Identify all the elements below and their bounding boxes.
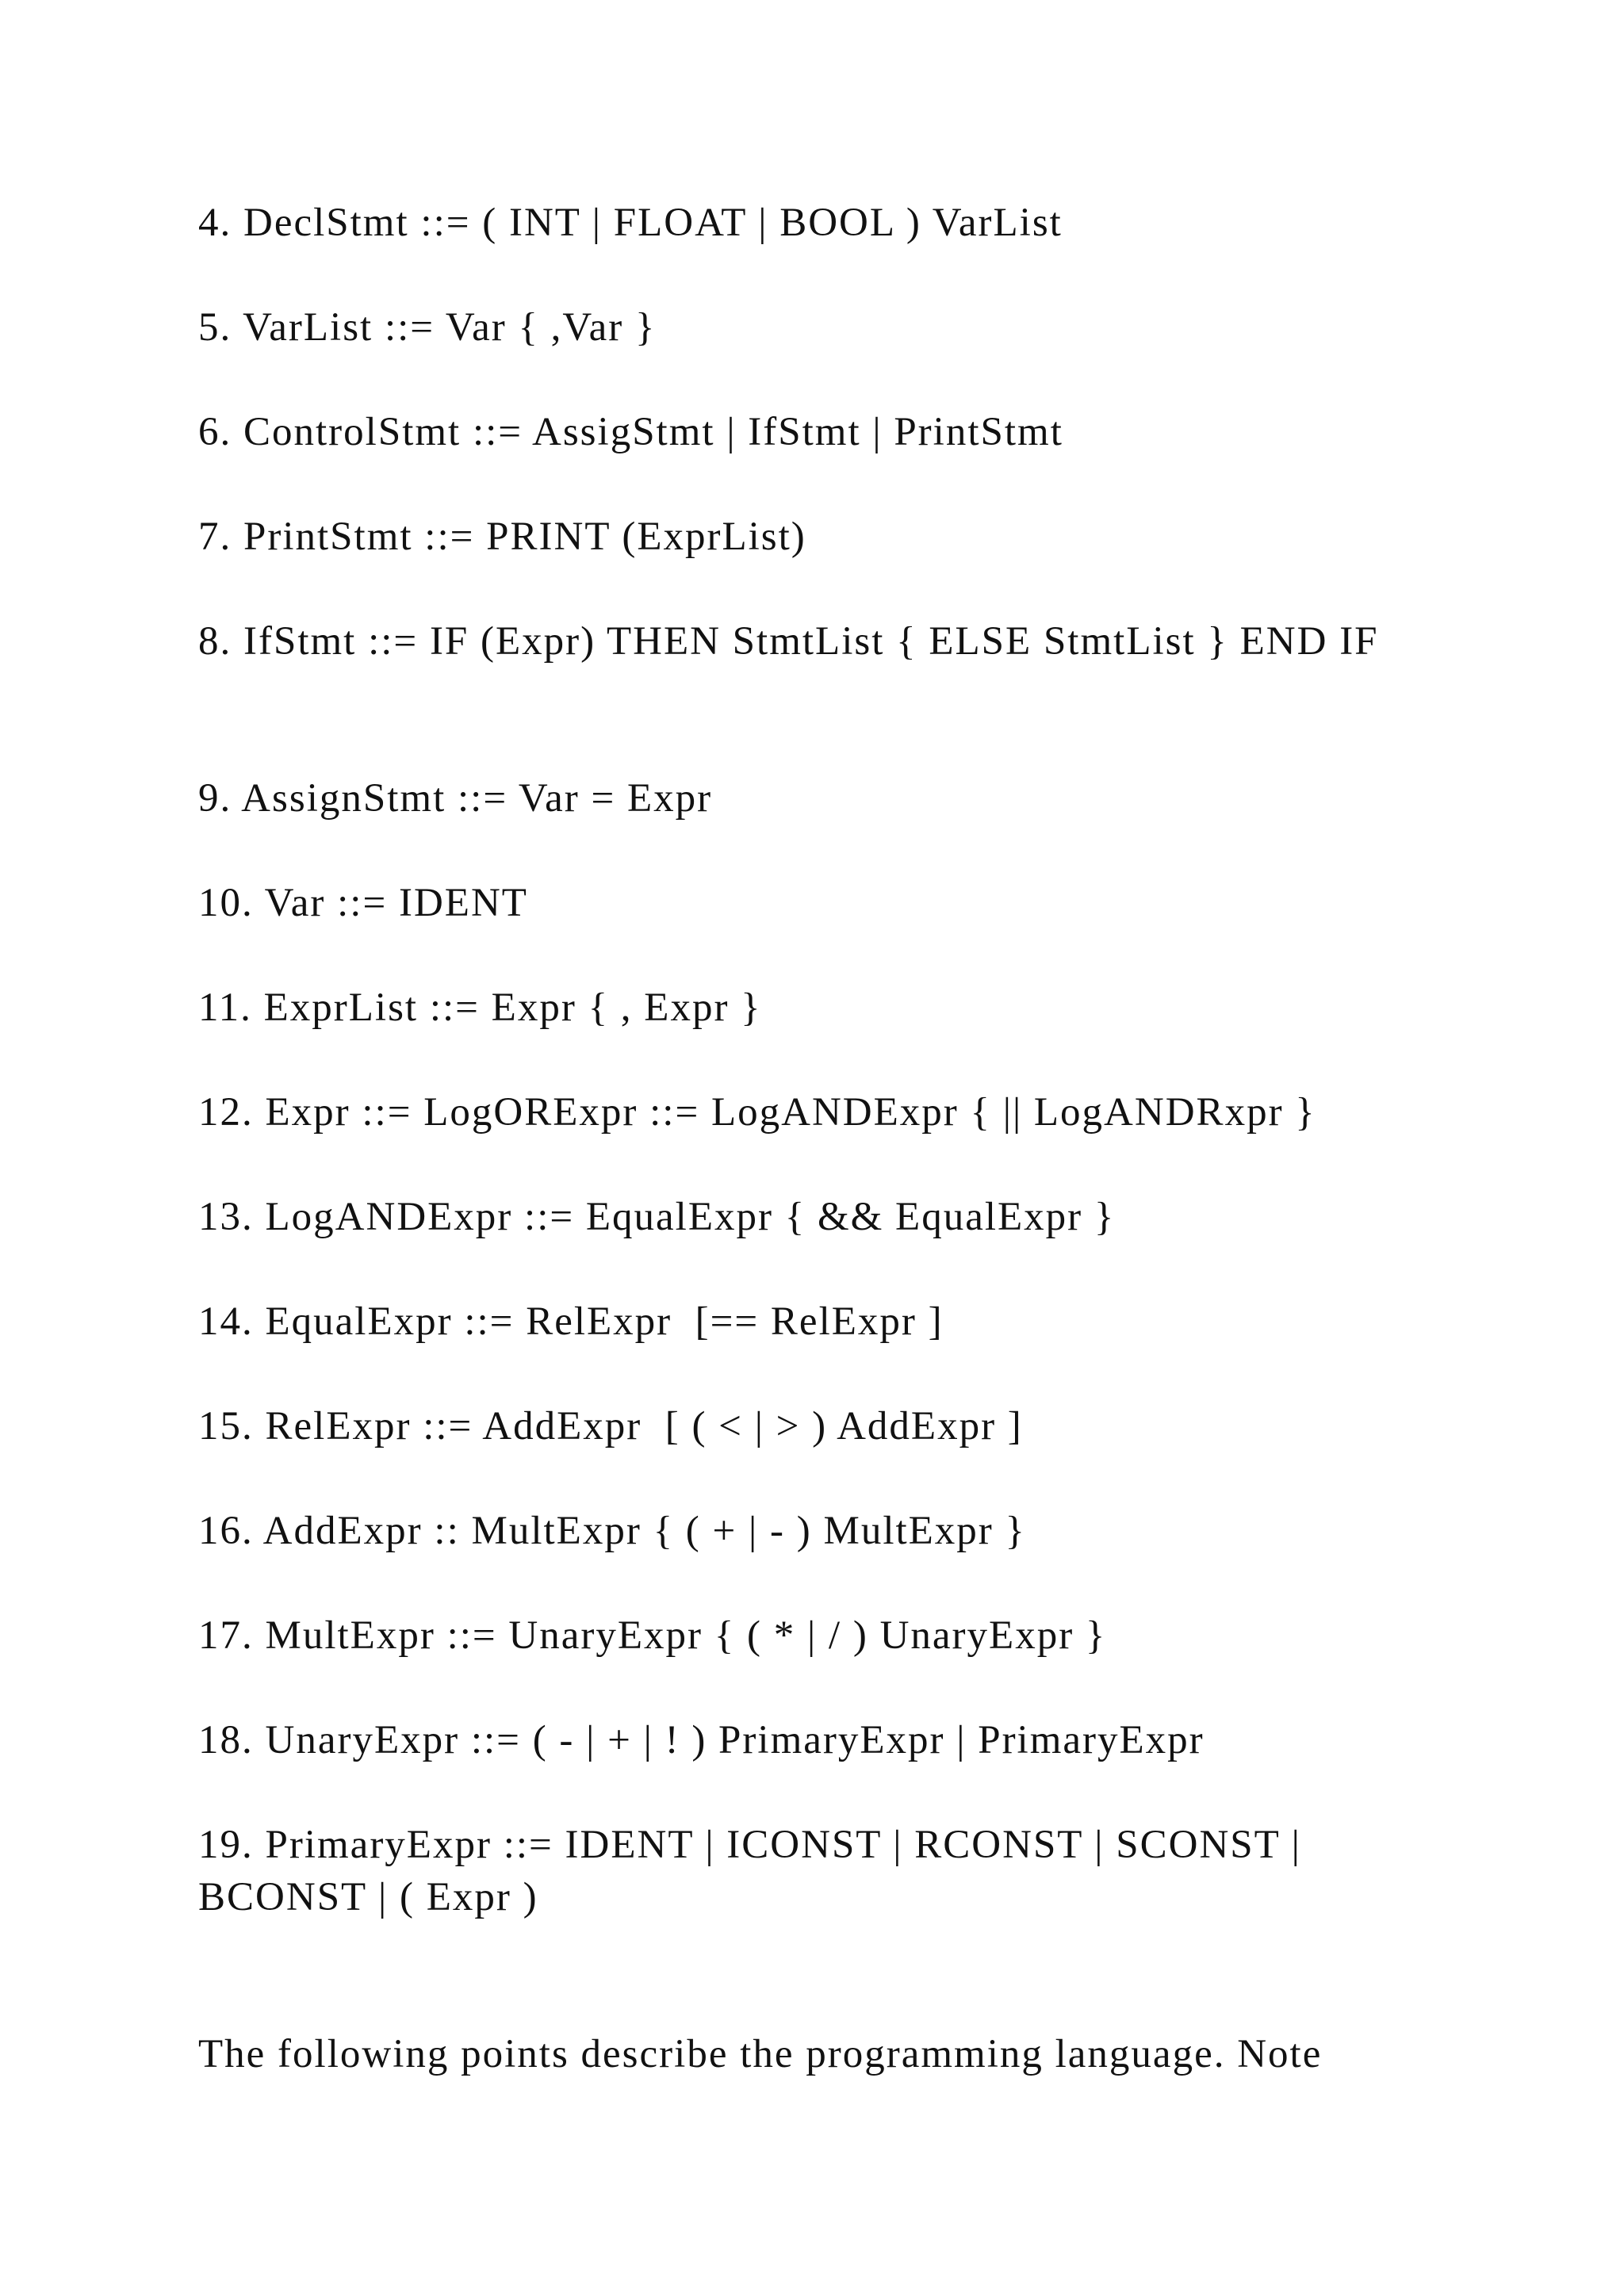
grammar-rule-assign-stmt: 9. AssignStmt ::= Var = Expr xyxy=(198,776,713,821)
grammar-rule-var-list: 5. VarList ::= Var { ,Var } xyxy=(198,305,657,350)
grammar-rule-print-stmt: 7. PrintStmt ::= PRINT (ExprList) xyxy=(198,515,806,559)
grammar-rule-add-expr: 16. AddExpr :: MultExpr { ( + | - ) MultExpr } xyxy=(198,1509,1027,1553)
grammar-rule-rel-expr: 15. RelExpr ::= AddExpr [ ( < | > ) AddExpr ] xyxy=(198,1404,1023,1448)
grammar-rule-primary-expr: 19. PrimaryExpr ::= IDENT | ICONST | RCONST | SCONST | BCONST | ( Expr ) xyxy=(198,1823,1313,1919)
grammar-rule-expr-list: 11. ExprList ::= Expr { , Expr } xyxy=(198,985,762,1030)
description-paragraph: The following points describe the programming language. Note xyxy=(198,2032,1323,2076)
grammar-rule-equal-expr: 14. EqualExpr ::= RelExpr [== RelExpr ] xyxy=(198,1299,944,1344)
grammar-rule-var: 10. Var ::= IDENT xyxy=(198,881,528,925)
grammar-rule-log-and-expr: 13. LogANDExpr ::= EqualExpr { && EqualExpr } xyxy=(198,1195,1116,1239)
grammar-rule-if-stmt: 8. IfStmt ::= IF (Expr) THEN StmtList { ELSE StmtList } END IF xyxy=(198,619,1379,664)
grammar-rule-mult-expr: 17. MultExpr ::= UnaryExpr { ( * | / ) UnaryExpr } xyxy=(198,1613,1107,1658)
grammar-rule-decl-stmt: 4. DeclStmt ::= ( INT | FLOAT | BOOL ) VarList xyxy=(198,201,1063,245)
grammar-rule-unary-expr: 18. UnaryExpr ::= ( - | + | ! ) PrimaryExpr | PrimaryExpr xyxy=(198,1718,1205,1762)
grammar-rule-expr: 12. Expr ::= LogORExpr ::= LogANDExpr { || LogANDRxpr } xyxy=(198,1090,1316,1135)
grammar-rule-control-stmt: 6. ControlStmt ::= AssigStmt | IfStmt | PrintStmt xyxy=(198,410,1063,454)
